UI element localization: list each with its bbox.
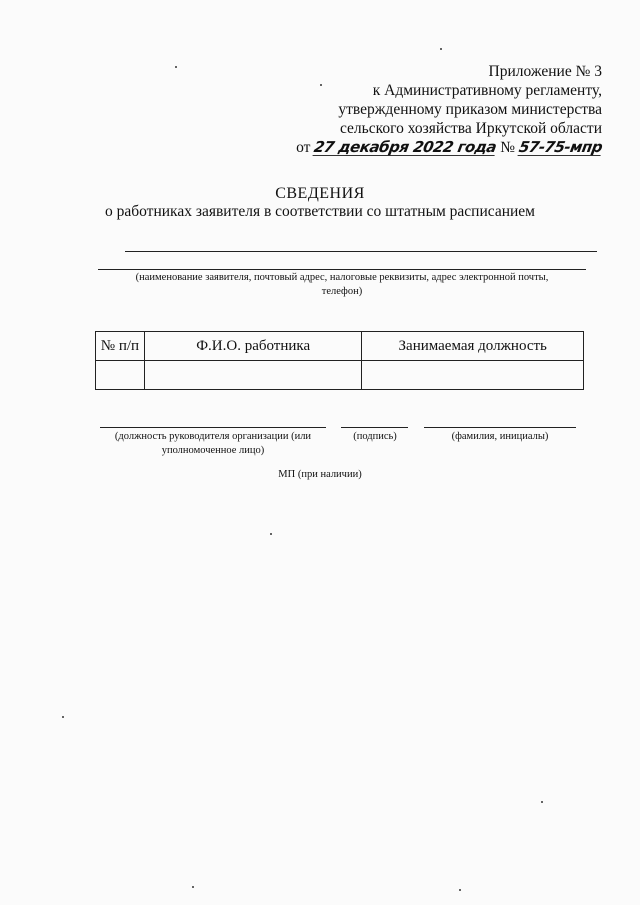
applicant-line-1: [125, 251, 597, 252]
cell-number: [96, 361, 145, 390]
scan-speck: [175, 66, 177, 68]
appendix-regulation: к Административному регламенту,: [372, 82, 602, 99]
handwritten-number: 57-75-мпр: [517, 138, 604, 156]
number-prefix: №: [500, 139, 516, 156]
document-title: СВЕДЕНИЯ: [275, 185, 365, 202]
scan-speck: [270, 533, 272, 535]
name-signature-line: [424, 427, 576, 428]
position-hint-line-1: (должность руководителя организации (или: [114, 431, 312, 442]
header-number: № п/п: [96, 332, 145, 361]
appendix-approved: утвержденному приказом министерства: [338, 101, 602, 118]
position-signature-line: [100, 427, 326, 428]
applicant-hint: [98, 271, 586, 299]
scan-speck: [62, 716, 64, 718]
header-position: Занимаемая должность: [362, 332, 584, 361]
position-hint: [100, 430, 326, 458]
scan-speck: [320, 84, 322, 86]
cell-full-name: [144, 361, 362, 390]
applicant-hint-line-2: телефон): [321, 286, 363, 297]
scan-speck: [541, 801, 543, 803]
staff-table: [95, 331, 584, 390]
document-subtitle: о работниках заявителя в соответствии со штатным расписанием: [104, 203, 535, 220]
scan-speck: [192, 886, 194, 888]
handwritten-date: 27 декабря 2022 года: [312, 138, 499, 156]
stamp-note: МП (при наличии): [278, 469, 362, 480]
scan-speck: [440, 48, 442, 50]
header-full-name: Ф.И.О. работника: [144, 332, 362, 361]
position-hint-line-2: уполномоченное лицо): [161, 445, 265, 456]
table-row: [96, 361, 584, 390]
date-prefix: от: [296, 139, 311, 156]
applicant-hint-line-1: (наименование заявителя, почтовый адрес, налоговые реквизиты, адрес электронной почты,: [135, 272, 549, 283]
cell-position: [362, 361, 584, 390]
table-header-row: [96, 332, 584, 361]
scan-speck: [459, 889, 461, 891]
name-hint: (фамилия, инициалы): [451, 431, 549, 442]
appendix-number: Приложение № 3: [488, 63, 602, 80]
appendix-block: [296, 62, 602, 157]
appendix-date-line: [296, 138, 602, 157]
applicant-line-2: [98, 269, 586, 270]
signature-hint: (подпись): [353, 431, 397, 442]
appendix-ministry: сельского хозяйства Иркутской области: [339, 120, 602, 137]
signature-line: [341, 427, 408, 428]
